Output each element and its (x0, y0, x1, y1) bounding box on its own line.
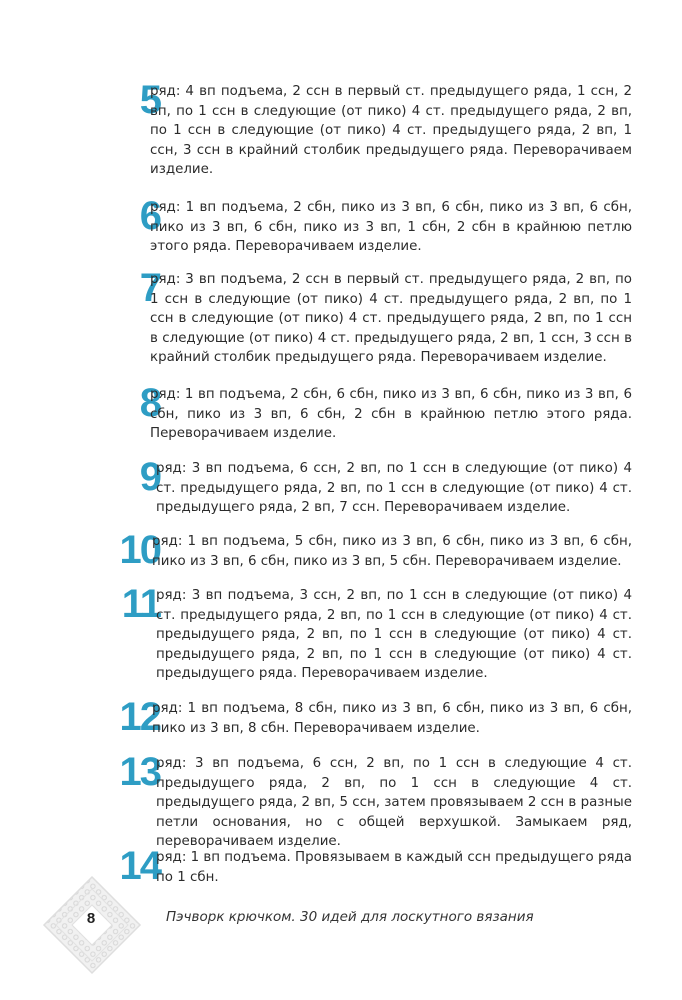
row-text: ряд: 1 вп подъема, 8 сбн, пико из 3 вп, 6 сбн, пико из 3 вп, 6 сбн, пико из 3 вп, 8 сбн. Переворачиваем изделие. (152, 701, 632, 736)
row-number: 14 (119, 844, 160, 888)
row-text: ряд: 1 вп подъема, 2 сбн, пико из 3 вп, 6 сбн, пико из 3 вп, 6 сбн, пико из 3 вп, 6 сбн, пико из 3 вп, 1 сбн, 2 сбн в крайнюю петлю этого ряда. Переворачиваем изделие. (150, 200, 632, 255)
row-number: 11 (121, 582, 160, 626)
row-text: ряд: 3 вп подъема, 6 ссн, 2 вп, по 1 ссн в следующие (от пико) 4 ст. предыдущего ряда, 2 вп, по 1 ссн в следующие (от пико) 4 ст. предыдущего ряда, 2 вп, 7 ссн. Переворачиваем изделие. (156, 461, 632, 516)
row-number: 9 (139, 455, 160, 499)
row-number: 5 (139, 78, 160, 122)
row-number: 7 (139, 266, 160, 310)
row-text: ряд: 1 вп подъема, 5 сбн, пико из 3 вп, 6 сбн, пико из 3 вп, 6 сбн, пико из 3 вп, 6 сбн, пико из 3 вп, 5 сбн. Переворачиваем изделие. (152, 534, 632, 569)
row-text: ряд: 3 вп подъема, 6 ссн, 2 вп, по 1 ссн в следующие 4 ст. предыдущего ряда, 2 вп, по 1 ссн в следующие 4 ст. предыдущего ряда, 2 вп, 5 ссн, затем провязываем 2 ссн в разные петли основания, но с общей верхушкой. Замыкаем ряд, переворачиваем изделие. (156, 756, 632, 850)
row-text: ряд: 1 вп подъема. Провязываем в каждый ссн предыдущего ряда по 1 сбн. (156, 850, 632, 885)
row-number: 6 (139, 194, 160, 238)
row-number: 12 (119, 695, 160, 739)
row-text: ряд: 3 вп подъема, 3 ссн, 2 вп, по 1 ссн в следующие (от пико) 4 ст. предыдущего ряда, 2 вп, по 1 ссн в следующие (от пико) 4 ст. предыдущего ряда, 2 вп, по 1 ссн в следующие (от пико) 4 ст. предыдущего ряда, 2 вп, по 1 ссн в следующие (от пико) 4 ст. предыдущего ряда. Переворачиваем изделие. (156, 588, 632, 682)
row-text: ряд: 3 вп подъема, 2 ссн в первый ст. предыдущего ряда, 2 вп, по 1 ссн в следующие (от пико) 4 ст. предыдущего ряда, 2 вп, по 1 ссн в следующие (от пико) 4 ст. предыдущего ряда, 2 вп, по 1 ссн в следующие (от пико) 4 ст. предыдущего ряда, 2 вп, 1 ссн, 3 ссн в крайний столбик предыдущего ряда. Переворачиваем изделие. (150, 272, 632, 366)
book-title: Пэчворк крючком. 30 идей для лоскутного вязания (166, 909, 534, 925)
row-number: 13 (119, 750, 160, 794)
row-text: ряд: 4 вп подъема, 2 ссн в первый ст. предыдущего ряда, 1 ссн, 2 вп, по 1 ссн в следующие (от пико) 4 ст. предыдущего ряда, 2 вп, по 1 ссн в следующие (от пико) 4 ст. предыдущего ряда, 2 вп, 1 ссн, 3 ссн в крайний столбик предыдущего ряда. Переворачиваем изделие. (150, 84, 632, 178)
row-number: 10 (119, 528, 160, 572)
row-text: ряд: 1 вп подъема, 2 сбн, 6 сбн, пико из 3 вп, 6 сбн, пико из 3 вп, 6 сбн, пико из 3 вп, 6 сбн, 2 сбн в крайнюю петлю этого ряда. Переворачиваем изделие. (150, 387, 632, 442)
row-number: 8 (139, 381, 160, 425)
page-number: 8 (86, 910, 96, 927)
